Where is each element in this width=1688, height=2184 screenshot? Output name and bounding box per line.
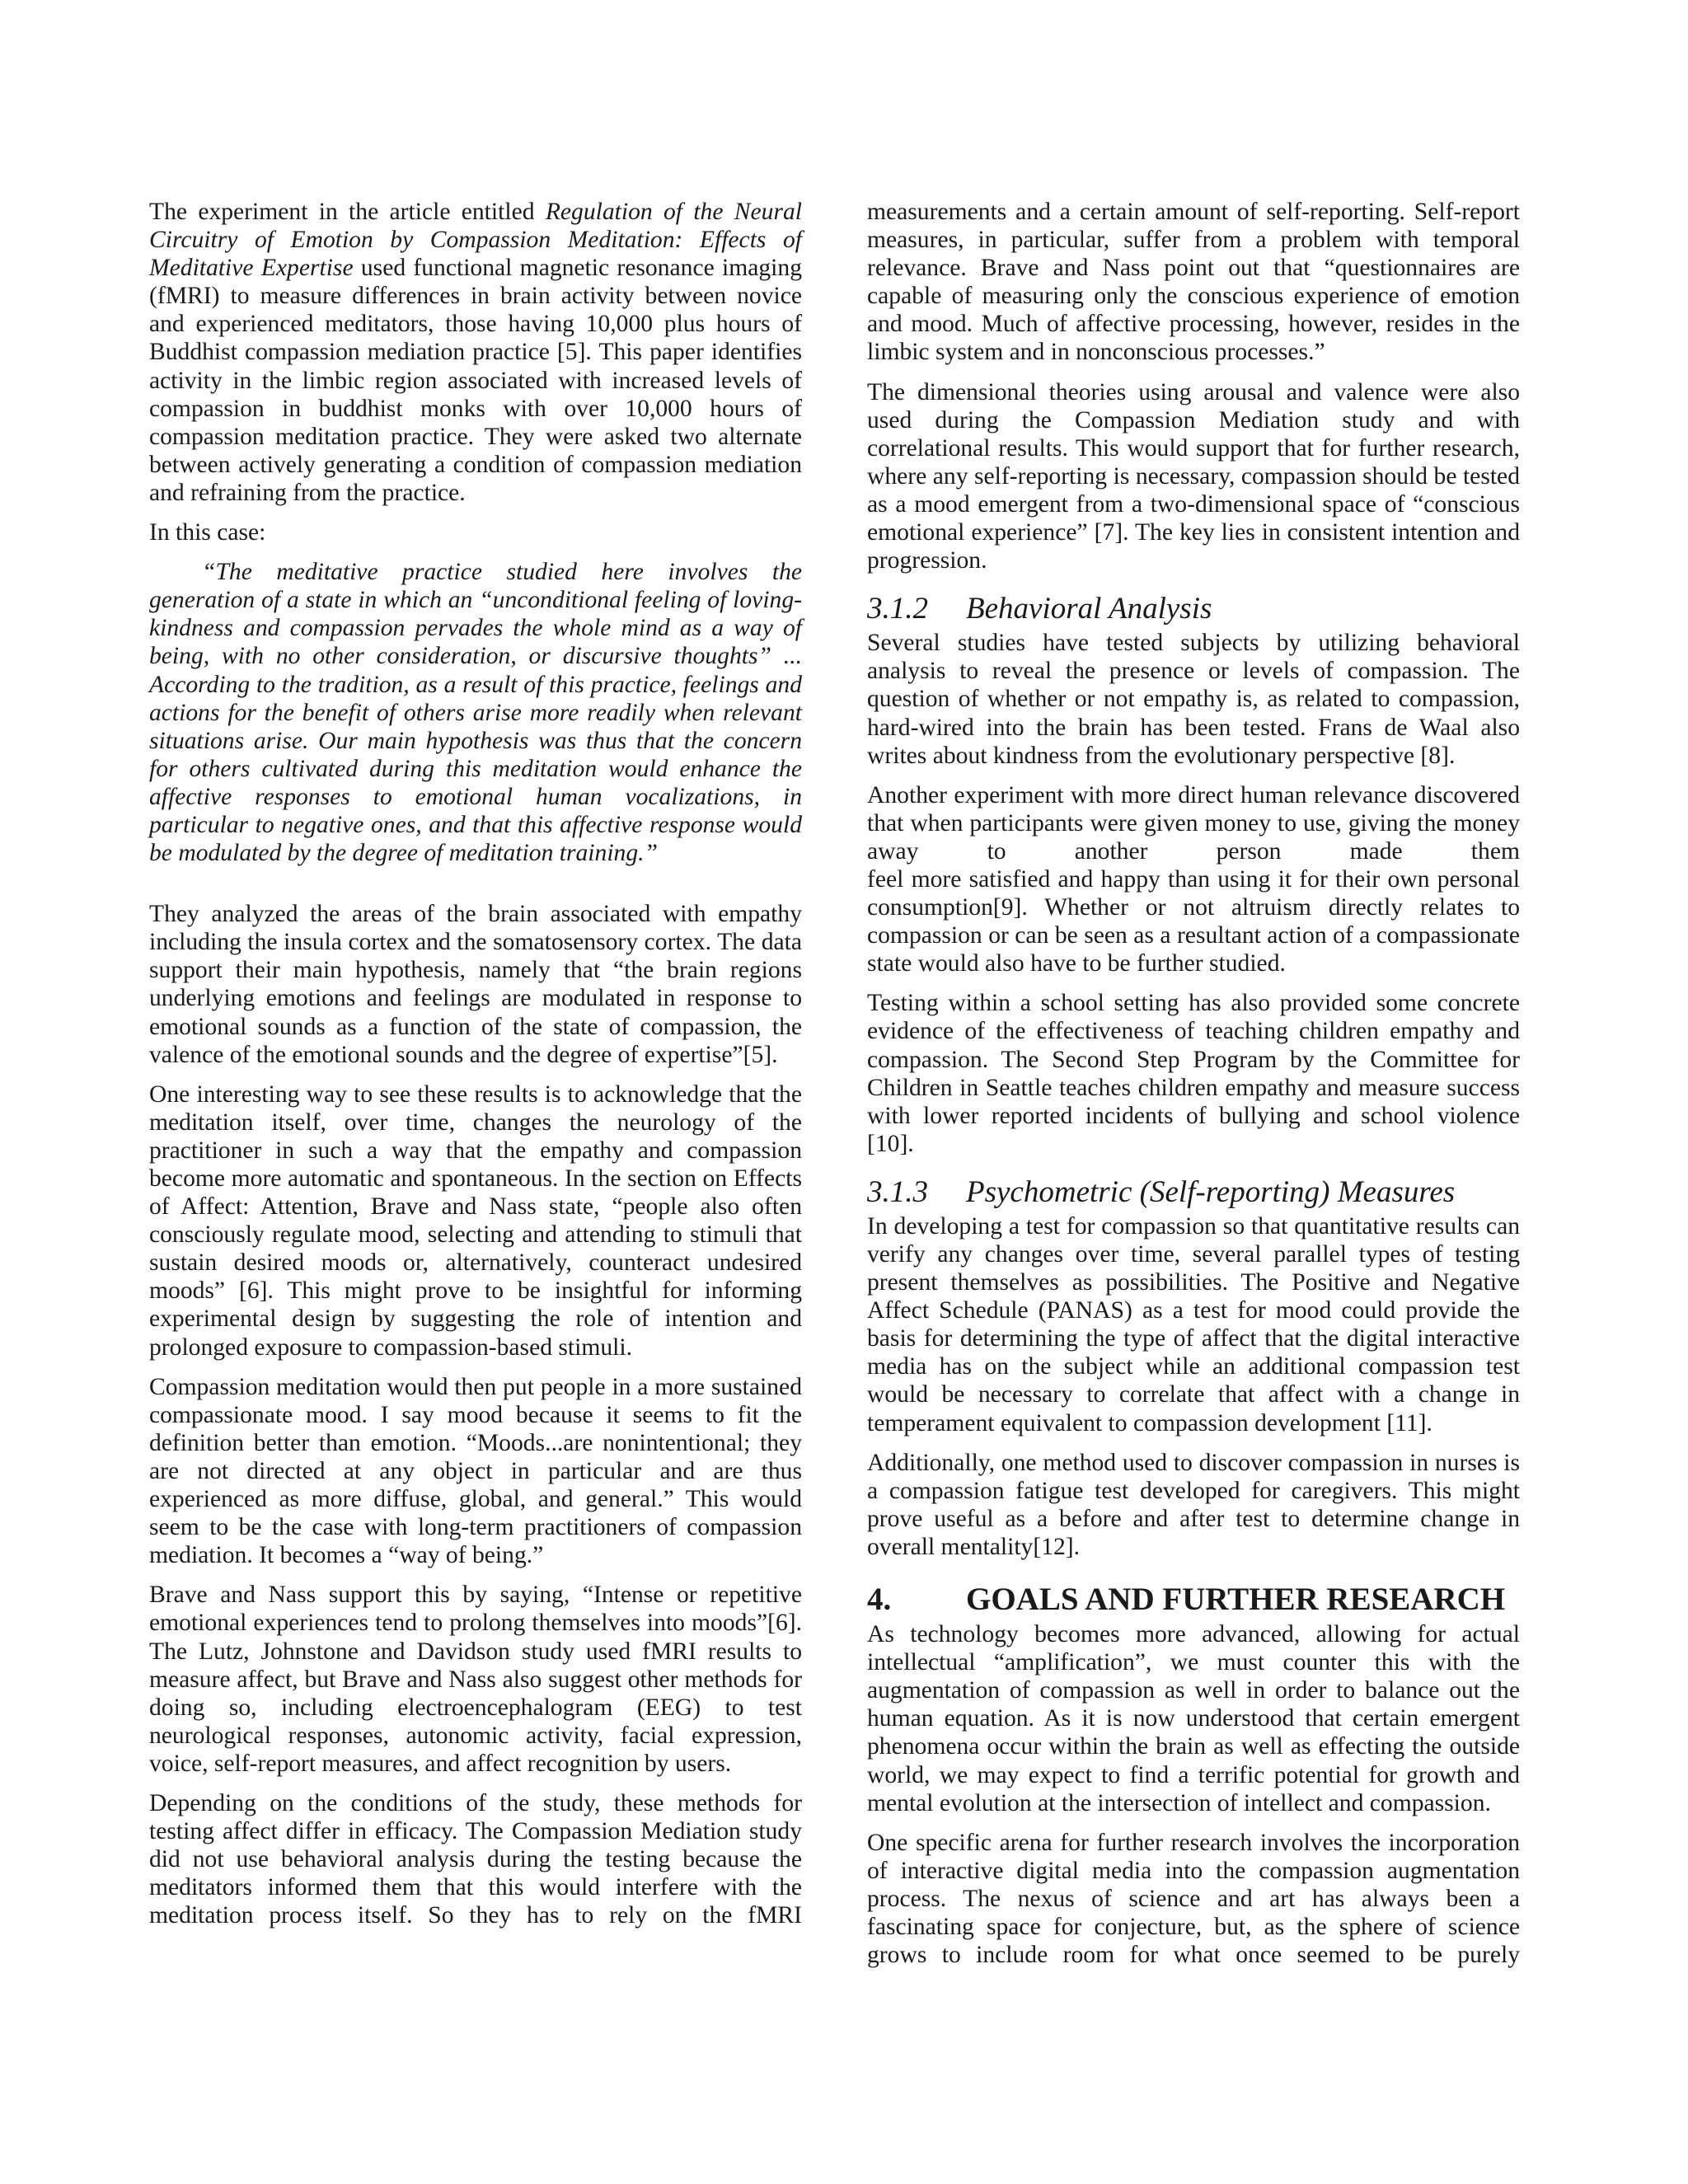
- paragraph: Additionally, one method used to discover compassion in nurses is a compassion fatigue test developed for caregivers. This might prove useful as a before and after test to determine change in overall mentality[12].: [867, 1449, 1520, 1560]
- paragraph: One interesting way to see these results is to acknowledge that the meditation itself, over time, changes the neurology of the practitioner in such a way that the empathy and compassion become more automatic and spontaneous. In the section on Effects of Affect: Attention, Brave and Nass state, “people also often consciously regulate mood, selecting and attending to stimuli that sustain desired moods or, alternatively, counteract undesired moods” [6]. This might prove to be insightful for informing experimental design by suggesting the role of intention and prolonged exposure to compassion-based stimuli.: [149, 1080, 802, 1361]
- paragraph: measurements and a certain amount of self-reporting. Self-report measures, in particular, suffer from a problem with temporal relevance. Brave and Nass point out that “questionnaires are capable of measuring only the conscious experience of emotion and mood. Much of affective processing, however, resides in the limbic system and in nonconscious processes.”: [867, 199, 1520, 366]
- section-number: 4.: [867, 1582, 892, 1618]
- paragraph: Several studies have tested subjects by utilizing behavioral analysis to reveal the presence or levels of compassion. The question of whether or not empathy is, as related to compassion, hard-wired into the brain has been tested. Frans de Waal also writes about kindness from the evolutionary perspective [8].: [867, 630, 1520, 769]
- paragraph-text: The experiment in the article entitled: [149, 199, 546, 225]
- paragraph: Compassion meditation would then put people in a more sustained compassionate mood. I say mood because it seems to fit the definition better than emotion. “Moods...are nonintentional; they are not directed at any object in particular and are thus experienced as more diffuse, global, and general.” This would seem to be the case with long-term practitioners of compassion mediation. It becomes a “way of being.”: [149, 1373, 802, 1569]
- paragraph-text: Another experiment with more direct human relevance discovered that when participants were given money to use, giving the money away to another person made them: [867, 781, 1520, 865]
- section-title: Behavioral Analysis: [966, 592, 1212, 626]
- paragraph-text: used functional magnetic resonance imaging (fMRI) to measure differences in brain activity between novice and experienced meditators, those having 10,000 plus hours of Buddhist compassion mediation practice [5]. This paper identifies activity in the limbic region associated with increased levels of compassion in buddhist monks with over 10,000 hours of compassion meditation practice. They were asked two alternate between actively generating a condition of compassion mediation and refraining from the practice.: [149, 255, 802, 506]
- article-title: Regulation of the Neural Circuitry of Emotion by Compassion Meditation: Effects of Meditative Expertise: [149, 199, 802, 282]
- section-title: Psychometric (Self-reporting) Measures: [966, 1174, 1456, 1209]
- paragraph-text: feel more satisfied and happy than using it for their own personal consumption[9]. Whether or not altruism directly relates to compassion or can be seen as a resultant action of a compassionate state would also have to be further studied.: [867, 865, 1520, 977]
- right-column: [867, 198, 1520, 1980]
- subsection-heading-3-1-2: [867, 593, 1520, 626]
- section-heading-4: [867, 1582, 1520, 1617]
- paragraph: Brave and Nass support this by saying, “Intense or repetitive emotional experiences tend to prolong themselves into moods”[6]. The Lutz, Johnstone and Davidson study used fMRI results to measure affect, but Brave and Nass also suggest other methods for doing so, including electroencephalogram (EEG) to test neurological responses, autonomic activity, facial expression, voice, self-report measures, and affect recognition by users.: [149, 1582, 802, 1777]
- paragraph: In this case:: [149, 519, 266, 546]
- paragraph: In developing a test for compassion so that quantitative results can verify any changes over time, several parallel types of testing present themselves as possibilities. The Positive and Negative Affect Schedule (PANAS) as a test for mood could provide the basis for determining the type of affect that the digital interactive media has on the subject while an additional compassion test would be necessary to correlate that affect with a change in temperament equivalent to compassion development [11].: [867, 1212, 1520, 1436]
- paragraph: The dimensional theories using arousal and valence were also used during the Compassion Mediation study and with correlational results. This would support that for further research, where any self-reporting is necessary, compassion should be tested as a mood emergent from a two-dimensional space of “conscious emotional experience” [7]. The key lies in consistent intention and progression.: [867, 378, 1520, 574]
- section-number: 3.1.3: [867, 1174, 928, 1209]
- subsection-heading-3-1-3: [867, 1176, 1520, 1209]
- paragraph: As technology becomes more advanced, allowing for actual intellectual “amplification”, we must counter this with the augmentation of compassion as well in order to balance out the human equation. As it is now understood that certain emergent phenomena occur within the brain as well as effecting the outside world, we may expect to find a terrific potential for growth and mental evolution at the intersection of intellect and compassion.: [867, 1621, 1520, 1816]
- section-number: 3.1.2: [867, 592, 928, 626]
- paragraph: They analyzed the areas of the brain associated with empathy including the insula cortex and the somatosensory cortex. The data support their main hypothesis, namely that “the brain regions underlying emotions and feelings are modulated in response to emotional sounds as a function of the state of compassion, the valence of the emotional sounds and the degree of expertise”[5].: [149, 901, 802, 1068]
- paragraph: One specific arena for further research involves the incorporation of interactive digital media into the compassion augmentation process. The nexus of science and art has always been a fascinating space for conjecture, but, as the sphere of science grows to include room for what once seemed to be purely: [867, 1829, 1520, 1969]
- paragraph: Testing within a school setting has also provided some concrete evidence of the effectiveness of teaching children empathy and compassion. The Second Step Program by the Committee for Children in Seattle teaches children empathy and measure success with lower reported incidents of bullying and school violence [10].: [867, 990, 1520, 1157]
- block-quote: “The meditative practice studied here involves the generation of a state in which an “unconditional feeling of loving-kindness and compassion pervades the whole mind as a way of being, with no other consideration, or discursive thoughts” ... According to the tradition, as a result of this practice, feelings and actions for the benefit of others arise more readily when relevant situations arise. Our main hypothesis was thus that the concern for others cultivated during this meditation would enhance the affective responses to emotional human vocalizations, in particular to negative ones, and that this affective response would be modulated by the degree of meditation training.”: [149, 559, 802, 867]
- paragraph: [867, 781, 1520, 978]
- paragraph: [149, 198, 802, 507]
- paragraph: Depending on the conditions of the study, these methods for testing affect differ in efficacy. The Compassion Mediation study did not use behavioral analysis during the testing because the meditators informed them that this would interfere with the meditation process itself. So they has to rely on the fMRI: [149, 1789, 802, 1929]
- left-column: [149, 198, 802, 1941]
- section-title: GOALS AND FURTHER RESEARCH: [966, 1582, 1506, 1618]
